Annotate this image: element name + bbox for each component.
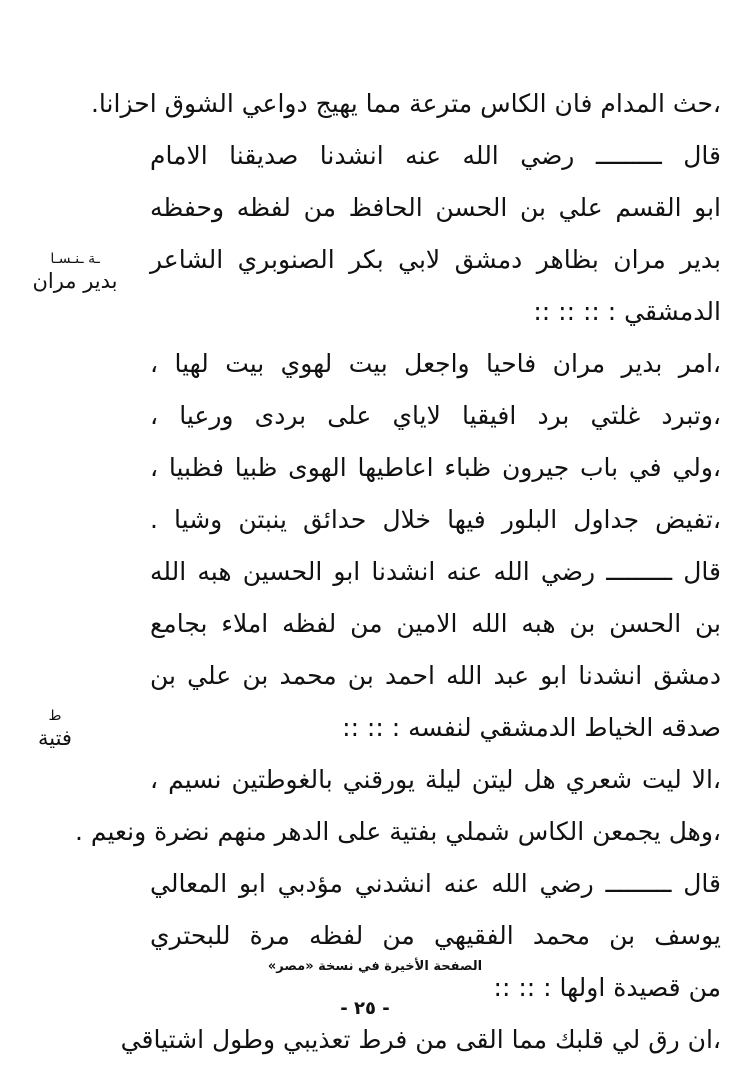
margin-note-dayr-murran [20,250,130,294]
manuscript-line: ،امر بدير مران فاحيا واجعل بيت لهوي بيت لهيا ، [150,349,721,378]
manuscript-line: دمشق انشدنا ابو عبد الله احمد بن محمد بن علي بن [150,661,721,690]
margin-note-word: فتية [38,726,72,750]
manuscript-line: ،الا ليت شعري هل ليتن ليلة يورقني بالغوطتين نسيم ، [150,765,721,794]
manuscript-line: قال ـــــــــ رضي الله عنه انشدنا صديقنا الامام [150,141,721,170]
page-caption: الصفحة الأخيرة في نسخة «مصر» [267,959,483,974]
manuscript-line: ،حث المدام فان الكاس مترعة مما يهيج دواعي الشوق احزانا. [90,89,721,118]
manuscript-line: يوسف بن محمد الفقيهي من لفظه مرة للبحتري [150,921,721,950]
manuscript-line: ،تفيض جداول البلور فيها خلال حدائق ينبتن وشيا . [150,505,721,534]
manuscript-line: بن الحسن بن هبه الله الامين من لفظه املاء بجامع [150,609,721,638]
manuscript-line: قال ـــــــــ رضي الله عنه انشدني مؤدبي ابو المعالي [150,869,721,898]
manuscript-line: صدقه الخياط الدمشقي لنفسه : :: :: [342,713,721,742]
manuscript-line: ،ان رق لي قلبك مما القى من فرط تعذيبي وطول اشتياقي [120,1025,721,1054]
manuscript-line: قال ـــــــــ رضي الله عنه انشدنا ابو الحسين هبه الله [150,557,721,586]
page-number: - ٢٥ - [340,998,390,1019]
margin-note-symbol: ط [48,708,62,724]
manuscript-line: من قصيدة اولها : :: :: [493,973,721,1002]
manuscript-line: ابو القسم علي بن الحسن الحافظ من لفظه وحفظه [150,193,721,222]
margin-note-symbol: ـة ـنـسـا [50,251,100,267]
manuscript-line: ،وتبرد غلتي برد افيقيا لاياي على بردى ورعيا ، [150,401,721,430]
manuscript-line: ،ولي في باب جيرون ظباء اعاطيها الهوى ظبيا فظبيا ، [150,453,721,482]
manuscript-line: ،وهل يجمعن الكاس شملي بفتية على الدهر منهم نضرة ونعيم . [74,817,721,846]
margin-note-word: بدير مران [32,269,118,293]
manuscript-line: بدير مران بظاهر دمشق لابي بكر الصنوبري الشاعر [150,245,721,274]
manuscript-line: الدمشقي : :: :: :: [533,297,721,326]
margin-note-fitya [20,707,90,751]
